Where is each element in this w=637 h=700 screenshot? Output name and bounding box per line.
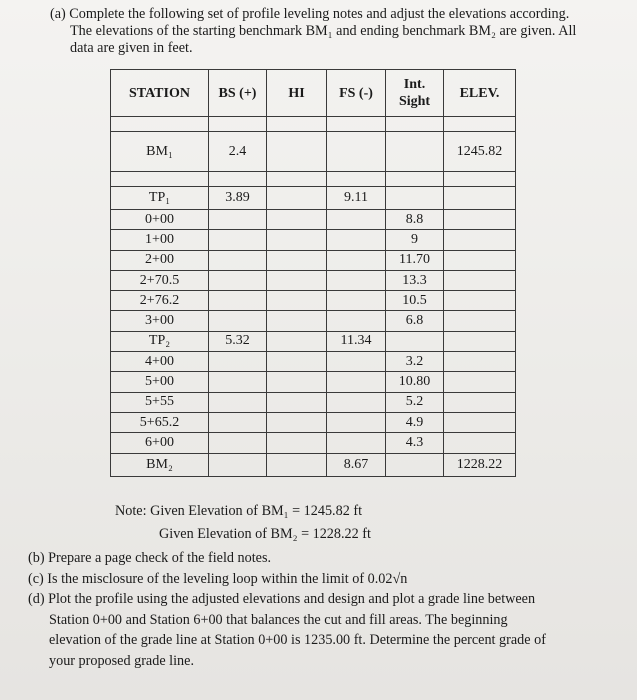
cell-bs <box>209 291 267 311</box>
cell-hi <box>267 187 327 210</box>
table-row <box>111 331 516 351</box>
note-bm1-elevation: Note: Given Elevation of BM₁ = 1245.82 ft <box>115 503 363 519</box>
blank-row <box>111 172 516 187</box>
cell-hi <box>267 210 327 230</box>
table-row <box>111 230 516 250</box>
cell-hi <box>267 311 327 331</box>
table-cell <box>267 172 327 187</box>
table-cell <box>327 117 386 132</box>
table-cell <box>111 172 209 187</box>
cell-station: TP₁ <box>111 187 209 210</box>
table-row <box>111 372 516 392</box>
leveling-notes-table <box>110 69 516 477</box>
cell-int <box>386 453 444 476</box>
cell-bs <box>209 453 267 476</box>
table-cell <box>444 172 516 187</box>
table-row <box>111 433 516 453</box>
cell-hi <box>267 291 327 311</box>
cell-bs <box>209 392 267 412</box>
question-a <box>50 6 625 57</box>
question-a-line-3: data are given in feet. <box>70 40 193 56</box>
cell-int: 11.70 <box>386 250 444 270</box>
cell-elev <box>444 187 516 210</box>
cell-hi <box>267 352 327 372</box>
header-height-of-instrument: HI <box>267 70 327 117</box>
cell-int: 10.80 <box>386 372 444 392</box>
cell-fs <box>327 132 386 172</box>
cell-int: 8.8 <box>386 210 444 230</box>
cell-bs <box>209 250 267 270</box>
cell-bs <box>209 270 267 290</box>
table-cell <box>209 172 267 187</box>
cell-hi <box>267 132 327 172</box>
cell-station: 3+00 <box>111 311 209 331</box>
table-row <box>111 311 516 331</box>
cell-elev <box>444 270 516 290</box>
cell-hi <box>267 331 327 351</box>
cell-elev: 1245.82 <box>444 132 516 172</box>
table-row <box>111 412 516 432</box>
table-row <box>111 291 516 311</box>
cell-bs: 2.4 <box>209 132 267 172</box>
cell-int <box>386 331 444 351</box>
cell-bs <box>209 311 267 331</box>
cell-elev <box>444 433 516 453</box>
cell-station: 5+65.2 <box>111 412 209 432</box>
cell-int: 13.3 <box>386 270 444 290</box>
cell-station: 4+00 <box>111 352 209 372</box>
cell-int: 4.9 <box>386 412 444 432</box>
cell-int: 3.2 <box>386 352 444 372</box>
question-a-line-2: The elevations of the starting benchmark BM₁ and ending benchmark BM₂ are given. All <box>70 23 577 39</box>
header-elevation: ELEV. <box>444 70 516 117</box>
question-a-line-1: (a) Complete the following set of profile leveling notes and adjust the elevations according. <box>50 6 570 22</box>
cell-fs <box>327 210 386 230</box>
cell-hi <box>267 250 327 270</box>
table-cell <box>111 117 209 132</box>
cell-bs <box>209 210 267 230</box>
question-d-line-4: your proposed grade line. <box>49 652 194 669</box>
table-cell <box>444 117 516 132</box>
header-station: STATION <box>111 70 209 117</box>
cell-bs: 5.32 <box>209 331 267 351</box>
cell-hi <box>267 453 327 476</box>
cell-station: 2+70.5 <box>111 270 209 290</box>
table-cell <box>386 172 444 187</box>
cell-station: 5+55 <box>111 392 209 412</box>
cell-elev <box>444 352 516 372</box>
cell-elev <box>444 250 516 270</box>
cell-station: 5+00 <box>111 372 209 392</box>
header-backsight: BS (+) <box>209 70 267 117</box>
question-b: (b) Prepare a page check of the field notes. <box>28 550 272 566</box>
cell-station: BM₂ <box>111 453 209 476</box>
header-int-line-1: Int. <box>403 77 426 92</box>
cell-fs <box>327 230 386 250</box>
note-bm2-elevation: Given Elevation of BM₂ = 1228.22 ft <box>159 526 371 542</box>
cell-fs <box>327 433 386 453</box>
cell-station: BM₁ <box>111 132 209 172</box>
cell-int: 5.2 <box>386 392 444 412</box>
cell-int: 6.8 <box>386 311 444 331</box>
table-cell <box>267 117 327 132</box>
cell-hi <box>267 392 327 412</box>
table-row <box>111 270 516 290</box>
cell-int <box>386 187 444 210</box>
cell-fs: 11.34 <box>327 331 386 351</box>
cell-elev <box>444 392 516 412</box>
cell-hi <box>267 433 327 453</box>
cell-elev <box>444 372 516 392</box>
header-intermediate-sight <box>386 70 444 117</box>
cell-int: 4.3 <box>386 433 444 453</box>
questions-list <box>28 548 628 671</box>
cell-fs <box>327 372 386 392</box>
cell-station: 2+76.2 <box>111 291 209 311</box>
table-row <box>111 210 516 230</box>
cell-elev <box>444 210 516 230</box>
cell-station: 6+00 <box>111 433 209 453</box>
question-d-line-1: (d) Plot the profile using the adjusted elevations and design and plot a grade line between <box>28 591 536 607</box>
cell-bs <box>209 230 267 250</box>
table-row <box>111 250 516 270</box>
table-header-row <box>111 70 516 117</box>
cell-fs <box>327 352 386 372</box>
cell-int: 10.5 <box>386 291 444 311</box>
table-row <box>111 453 516 476</box>
cell-fs <box>327 311 386 331</box>
cell-hi <box>267 230 327 250</box>
table-cell <box>209 117 267 132</box>
cell-fs: 9.11 <box>327 187 386 210</box>
cell-hi <box>267 372 327 392</box>
cell-fs <box>327 270 386 290</box>
cell-station: 0+00 <box>111 210 209 230</box>
cell-hi <box>267 412 327 432</box>
table-row <box>111 392 516 412</box>
cell-int: 9 <box>386 230 444 250</box>
cell-elev <box>444 412 516 432</box>
cell-elev: 1228.22 <box>444 453 516 476</box>
cell-fs <box>327 291 386 311</box>
cell-fs <box>327 392 386 412</box>
cell-elev <box>444 311 516 331</box>
cell-fs <box>327 250 386 270</box>
cell-station: TP₂ <box>111 331 209 351</box>
cell-station: 1+00 <box>111 230 209 250</box>
table-cell <box>327 172 386 187</box>
cell-station: 2+00 <box>111 250 209 270</box>
table-row <box>111 352 516 372</box>
cell-fs <box>327 412 386 432</box>
header-int-line-2: Sight <box>398 94 431 109</box>
cell-elev <box>444 331 516 351</box>
question-c: (c) Is the misclosure of the leveling loop within the limit of 0.02√n <box>28 570 408 587</box>
cell-bs <box>209 352 267 372</box>
cell-fs: 8.67 <box>327 453 386 476</box>
table-row <box>111 132 516 172</box>
cell-bs <box>209 433 267 453</box>
cell-elev <box>444 291 516 311</box>
cell-elev <box>444 230 516 250</box>
header-foresight: FS (-) <box>327 70 386 117</box>
cell-int <box>386 132 444 172</box>
question-d-line-2: Station 0+00 and Station 6+00 that balances the cut and fill areas. The beginning <box>49 611 508 628</box>
cell-hi <box>267 270 327 290</box>
table-row <box>111 187 516 210</box>
cell-bs <box>209 372 267 392</box>
cell-bs <box>209 412 267 432</box>
question-d-line-3: elevation of the grade line at Station 0+00 is 1235.00 ft. Determine the percent grade of <box>49 632 546 648</box>
blank-row <box>111 117 516 132</box>
table-cell <box>386 117 444 132</box>
cell-bs: 3.89 <box>209 187 267 210</box>
